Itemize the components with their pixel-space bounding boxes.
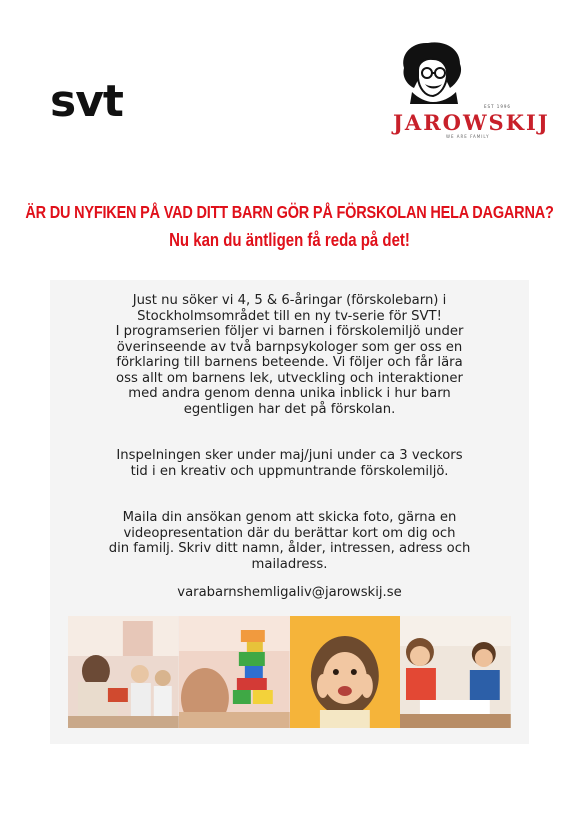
headline-subline: Nu kan du äntligen få reda på det! [169, 230, 410, 251]
text-line: Inspelningen sker under maj/juni under ca 3 veckors [116, 448, 463, 463]
info-panel [50, 280, 529, 744]
jarowskij-logo [388, 40, 550, 160]
svt-logo: svt [50, 76, 123, 127]
text-line: oss allt om barnens lek, utveckling och interaktioner [116, 370, 463, 386]
jarowskij-est-label: EST 1996 [484, 104, 511, 109]
recording-paragraph [50, 448, 529, 479]
smiling-girl-photo [290, 616, 401, 728]
contact-email[interactable]: varabarnshemligaliv@jarowskij.se [177, 585, 402, 600]
text-line: din familj. Skriv ditt namn, ålder, intressen, adress och [108, 541, 471, 556]
text-line: överinseende av två barnpsykologer som ger oss en [116, 339, 463, 355]
drawing-boy-photo [400, 616, 511, 728]
building-blocks-photo [179, 616, 290, 728]
text-line: egentligen har det på förskolan. [183, 401, 396, 417]
text-line: med andra genom denna unika inblick i hur barn [128, 386, 451, 401]
headline-question: ÄR DU NYFIKEN PÅ VAD DITT BARN GÖR PÅ FÖRSKOLAN HELA DAGARNA? [25, 203, 554, 223]
text-line: videopresentation där du berättar kort om dig och [123, 525, 456, 541]
text-line: I programserien följer vi barnen i förskolemiljö under [115, 324, 464, 339]
jarowskij-wordmark: JAROWSKIJ [393, 110, 550, 135]
photo-strip [68, 616, 511, 728]
text-line: Just nu söker vi 4, 5 & 6-åringar (förskolebarn) i [132, 293, 447, 308]
text-line: mailadress. [251, 556, 328, 572]
jarowskij-tagline: WE ARE FAMILY [446, 134, 490, 139]
reading-with-children-photo [68, 616, 179, 728]
intro-paragraph [50, 293, 529, 417]
text-line: Stockholmsområdet till en ny tv-serie för SVT! [137, 308, 442, 324]
text-line: Maila din ansökan genom att skicka foto, gärna en [122, 510, 457, 525]
application-paragraph [50, 510, 529, 572]
text-line: tid i en kreativ och uppmuntrande förskolemiljö. [130, 463, 449, 479]
text-line: förklaring till barnens beteende. Vi följer och får lära [116, 355, 463, 370]
jarowskij-portrait-icon [398, 40, 468, 106]
